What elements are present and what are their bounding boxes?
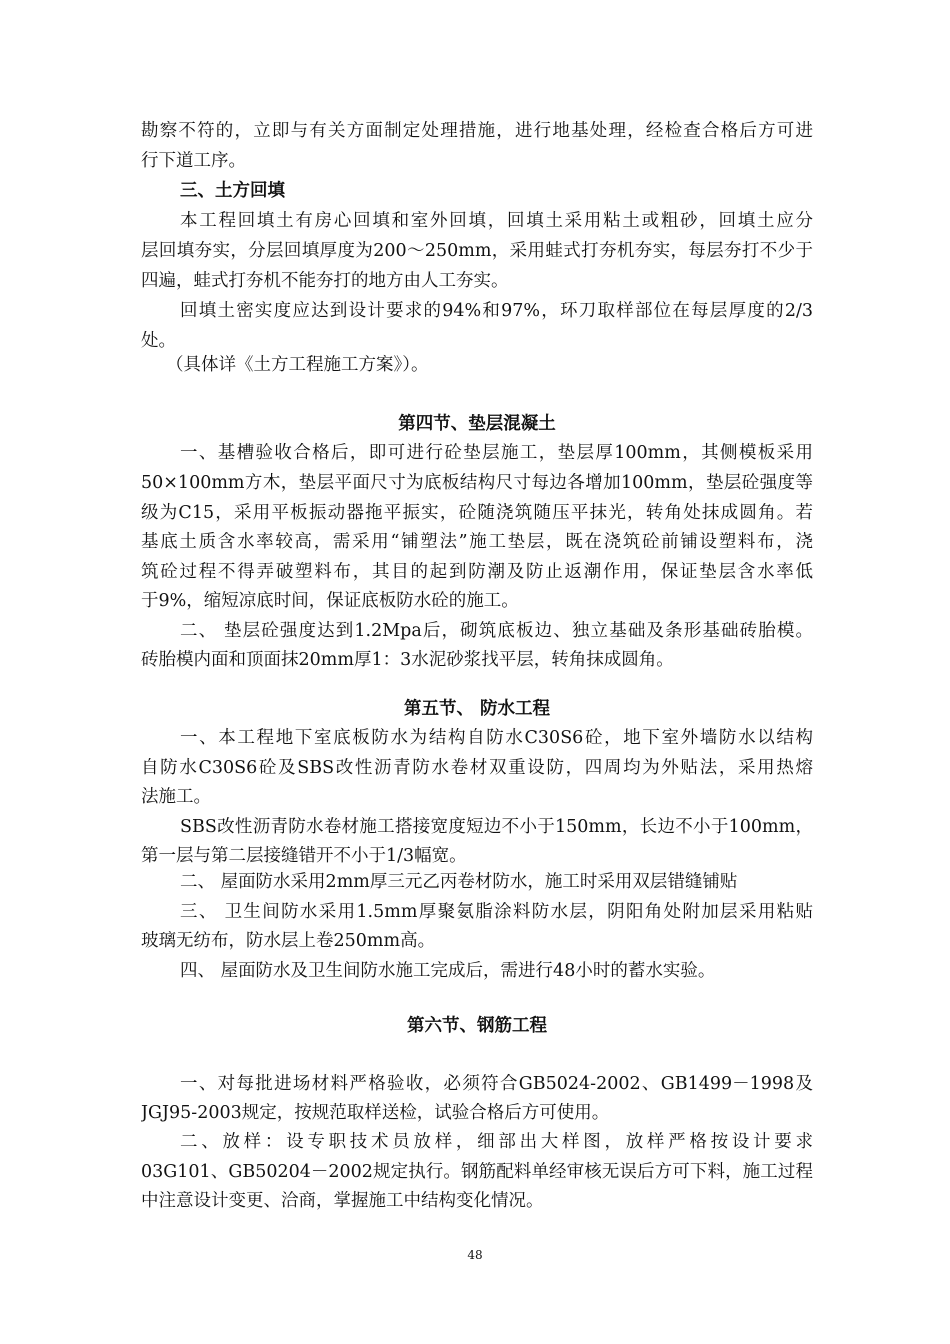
section5-p4-line-1: 三、 卫生间防水采用1.5mm厚聚氨脂涂料防水层，阴阳角处附加层采用粘贴 xyxy=(180,902,813,922)
backfill-p1-line-3: 四遍，蛙式打夯机不能夯打的地方由人工夯实。 xyxy=(141,271,509,291)
backfill-p2-line-2: 处。 xyxy=(141,331,176,351)
section4-p2-line-2: 砖胎模内面和顶面抹20mm厚1：3水泥砂浆找平层，转角抹成圆角。 xyxy=(141,650,674,670)
backfill-heading: 三、土方回填 xyxy=(180,181,285,201)
backfill-p3-line-1: （具体详《土方工程施工方案》）。 xyxy=(166,355,429,375)
backfill-p2-line-1: 回填土密实度应达到设计要求的94%和97%，环刀取样部位在每层厚度的2/3 xyxy=(180,301,813,321)
section4-p1-line-4: 基底土质含水率较高，需采用“铺塑法”施工垫层，既在浇筑砼前铺设塑料布，浇 xyxy=(141,532,813,552)
section6-p1-line-1: 一、对每批进场材料严格验收，必须符合GB5024-2002、GB1499－1998及 xyxy=(180,1074,813,1094)
section5-p1-line-2: 自防水C30S6砼及SBS改性沥青防水卷材双重设防，四周均为外贴法，采用热熔 xyxy=(141,758,813,778)
section4-p2-line-1: 二、 垫层砼强度达到1.2Mpa后，砌筑底板边、独立基础及条形基础砖胎模。 xyxy=(180,621,813,641)
section4-p1-line-6: 于9%，缩短凉底时间，保证底板防水砼的施工。 xyxy=(141,591,519,611)
section6-p2-line-3: 中注意设计变更、洽商，掌握施工中结构变化情况。 xyxy=(141,1191,544,1211)
section5-p4-line-2: 玻璃无纺布，防水层上卷250mm高。 xyxy=(141,931,436,951)
intro-line-1: 勘察不符的，立即与有关方面制定处理措施，进行地基处理，经检查合格后方可进 xyxy=(141,121,813,141)
section4-p1-line-2: 50×100mm方木，垫层平面尺寸为底板结构尺寸每边各增加100mm，垫层砼强度等 xyxy=(141,473,813,493)
section5-p1-line-1: 一、本工程地下室底板防水为结构自防水C30S6砼，地下室外墙防水以结构 xyxy=(180,728,813,748)
section5-p2-line-1: SBS改性沥青防水卷材施工搭接宽度短边不小于150mm，长边不小于100mm， xyxy=(180,817,813,837)
section5-p3-line-1: 二、 屋面防水采用2mm厚三元乙丙卷材防水，施工时采用双层错缝铺贴 xyxy=(180,872,738,892)
section6-p2-line-2: 03G101、GB50204－2002规定执行。钢筋配料单经审核无误后方可下料，施工过程 xyxy=(141,1162,813,1182)
section4-heading: 第四节、垫层混凝土 xyxy=(398,414,556,434)
section6-p1-line-2: JGJ95-2003规定，按规范取样送检，试验合格后方可使用。 xyxy=(141,1103,610,1123)
section5-p5-line-1: 四、 屋面防水及卫生间防水施工完成后，需进行48小时的蓄水实验。 xyxy=(180,961,716,981)
section4-p1-line-3: 级为C15，采用平板振动器拖平振实，砼随浇筑随压平抹光，转角处抹成圆角。若 xyxy=(141,503,813,523)
section4-p1-line-5: 筑砼过程不得弄破塑料布，其目的起到防潮及防止返潮作用，保证垫层含水率低 xyxy=(141,562,813,582)
backfill-p1-line-2: 层回填夯实，分层回填厚度为200～250mm，采用蛙式打夯机夯实，每层夯打不少于 xyxy=(141,241,813,261)
page-number: 48 xyxy=(467,1248,483,1262)
backfill-p1-line-1: 本工程回填土有房心回填和室外回填，回填土采用粘土或粗砂，回填土应分 xyxy=(180,211,813,231)
section5-p1-line-3: 法施工。 xyxy=(141,787,211,807)
section6-heading: 第六节、钢筋工程 xyxy=(407,1016,547,1036)
section6-p2-line-1: 二、放样：设专职技术员放样，细部出大样图，放样严格按设计要求 xyxy=(180,1132,813,1152)
section5-p2-line-2: 第一层与第二层接缝错开不小于1/3幅宽。 xyxy=(141,846,467,866)
intro-line-2: 行下道工序。 xyxy=(141,151,246,171)
section5-heading: 第五节、 防水工程 xyxy=(403,699,551,719)
section4-p1-line-1: 一、基槽验收合格后，即可进行砼垫层施工，垫层厚100mm，其侧模板采用 xyxy=(180,443,813,463)
